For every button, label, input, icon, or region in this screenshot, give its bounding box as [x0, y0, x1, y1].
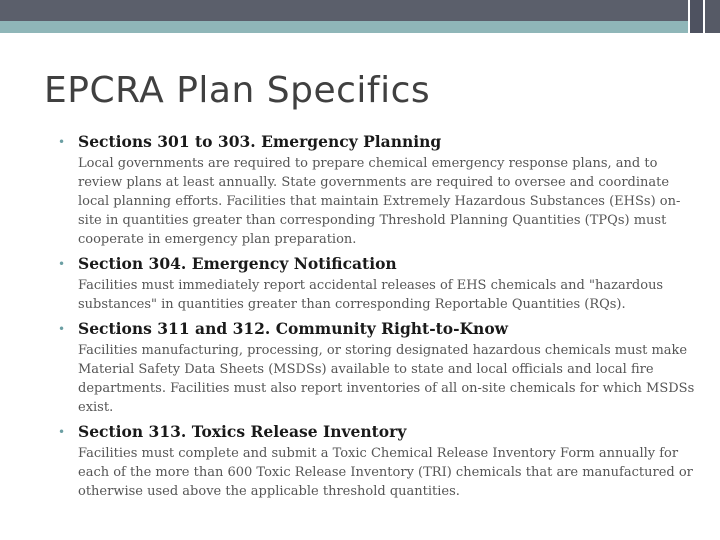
header-bar-dark	[0, 0, 688, 21]
section-body: Facilities must immediately report accidental releases of EHS chemicals and "hazardous substances" in quantities greater than corresponding Reportable Quantities (RQs).	[78, 278, 664, 312]
header-bar-accent	[0, 21, 688, 33]
section-heading-text: Section 313. Toxics Release Inventory	[78, 422, 407, 441]
section-body: Facilities must complete and submit a Toxic Chemical Release Inventory Form annually for each of the more than 600 Toxic Release Inventory (TRI) chemicals that are manufactured or otherwise used above the applicable threshold quantities.	[78, 446, 693, 499]
header-corner-block	[705, 0, 720, 33]
header-corner-block	[690, 0, 703, 33]
bullet-icon: •	[58, 322, 66, 336]
slide-title: EPCRA Plan Specifics	[44, 70, 431, 111]
section-heading-text: Section 304. Emergency Notification	[78, 254, 397, 273]
bullet-icon: •	[58, 257, 66, 271]
section-item	[56, 131, 704, 249]
header-bar	[0, 0, 720, 33]
section-item	[56, 253, 704, 314]
section-body: Local governments are required to prepare chemical emergency response plans, and to review plans at least annually. State governments are required to oversee and coordinate local planning efforts. Facilities that maintain Extremely Hazardous Substances (EHSs) on-site in quantities greater than corresponding Threshold Planning Quantities (TPQs) must cooperate in emergency plan preparation.	[78, 156, 681, 247]
section-list	[56, 131, 704, 501]
section-body: Facilities manufacturing, processing, or storing designated hazardous chemicals must make Material Safety Data Sheets (MSDSs) available to state and local officials and local fire departments. Facilities must also report inventories of all on-site chemicals for which MSDSs exist.	[78, 343, 695, 415]
section-heading	[56, 318, 704, 340]
section-heading	[56, 131, 704, 153]
section-heading-text: Sections 311 and 312. Community Right-to-Know	[78, 319, 509, 338]
bullet-icon: •	[58, 135, 66, 149]
section-heading	[56, 253, 704, 275]
section-item	[56, 421, 704, 501]
section-heading	[56, 421, 704, 443]
bullet-icon: •	[58, 425, 66, 439]
section-item	[56, 318, 704, 417]
section-heading-text: Sections 301 to 303. Emergency Planning	[78, 132, 442, 151]
